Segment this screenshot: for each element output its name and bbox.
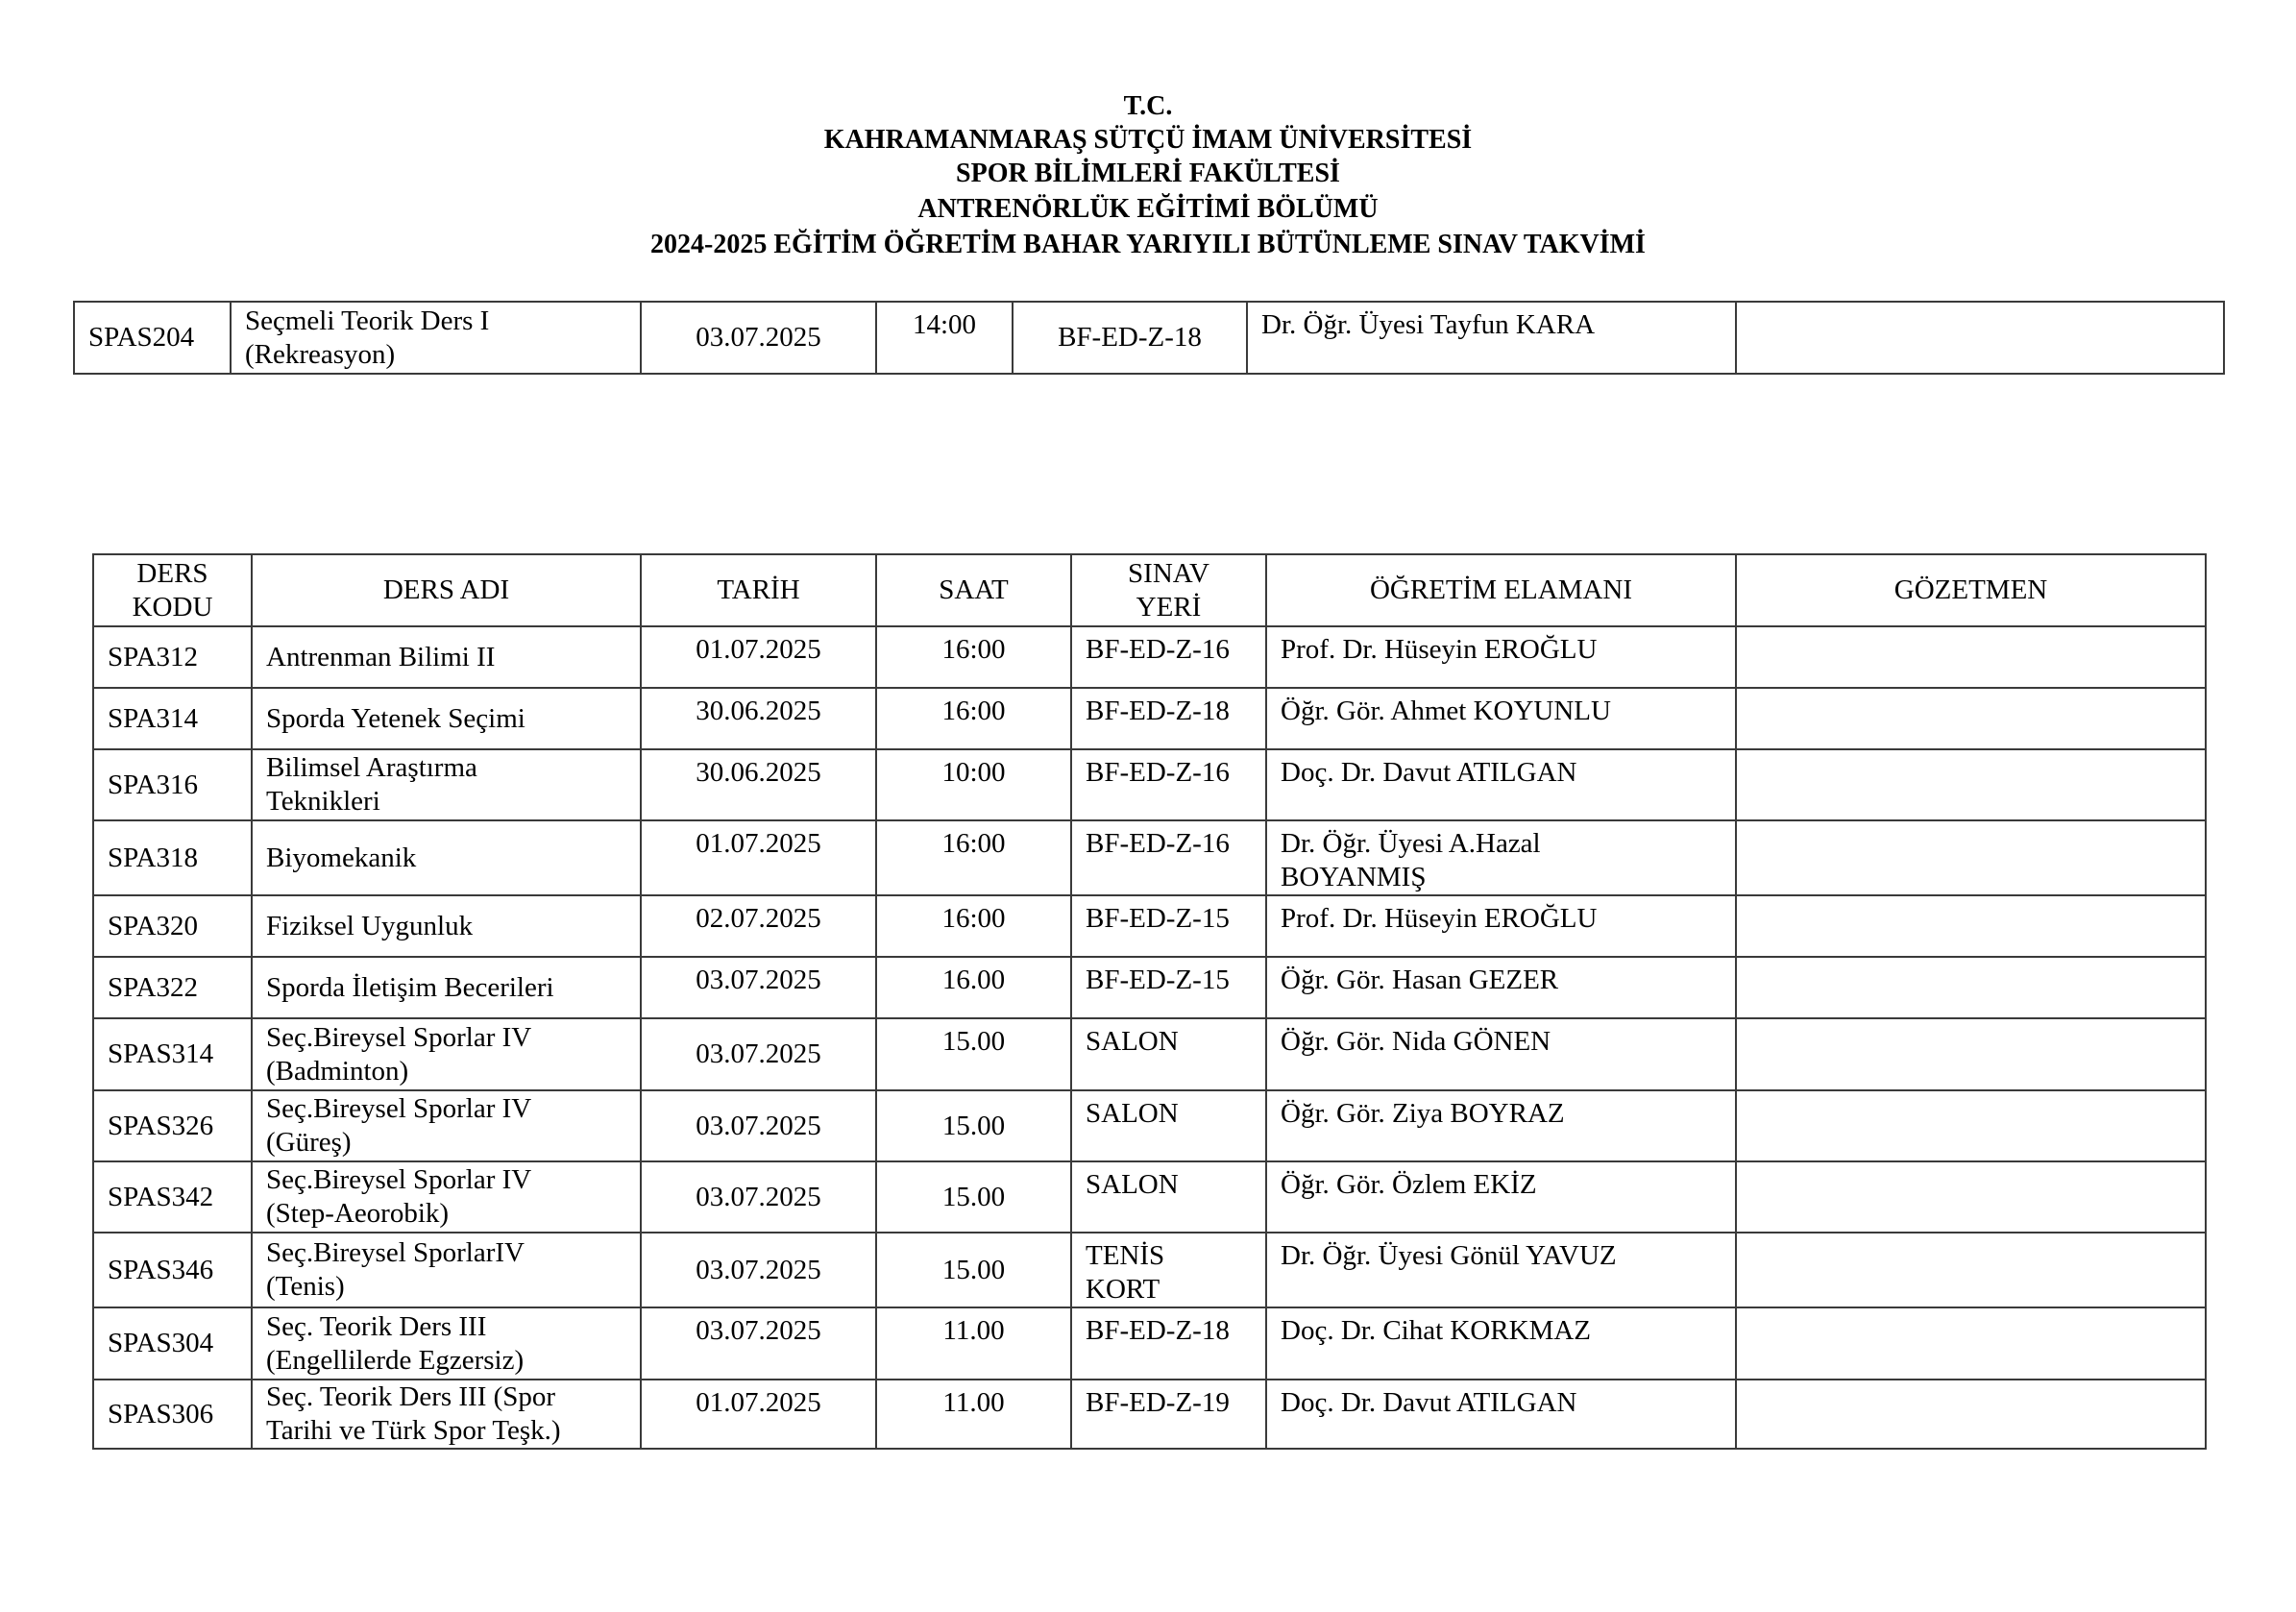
exam-room: SALON: [1071, 1161, 1266, 1233]
instructor: Dr. Öğr. Üyesi A.Hazal BOYANMIŞ: [1266, 820, 1736, 895]
course-name: Antrenman Bilimi II: [252, 626, 641, 688]
exam-room: BF-ED-Z-16: [1071, 820, 1266, 895]
table-row: [74, 302, 2224, 374]
exam-room: BF-ED-Z-19: [1071, 1380, 1266, 1449]
course-name: Seç.Bireysel Sporlar IV (Güreş): [252, 1090, 641, 1161]
course-name: Biyomekanik: [252, 820, 641, 895]
table-header-row: [93, 554, 2206, 626]
exam-time: 11.00: [876, 1380, 1071, 1449]
course-name: Seç.Bireysel Sporlar IV (Step-Aeorobik): [252, 1161, 641, 1233]
exam-time: 15.00: [876, 1018, 1071, 1090]
header-room: SINAV YERİ: [1071, 554, 1266, 626]
header-department: ANTRENÖRLÜK EĞİTİMİ BÖLÜMÜ: [917, 194, 1379, 224]
exam-date: 01.07.2025: [641, 1380, 876, 1449]
course-code: SPA314: [93, 688, 252, 749]
exam-time: 16:00: [876, 895, 1071, 957]
exam-date: 01.07.2025: [641, 820, 876, 895]
exam-time: 16:00: [876, 626, 1071, 688]
exam-room: SALON: [1071, 1018, 1266, 1090]
instructor: Prof. Dr. Hüseyin EROĞLU: [1266, 626, 1736, 688]
course-code: SPAS304: [93, 1307, 252, 1380]
exam-time: 10:00: [876, 749, 1071, 820]
instructor: Doç. Dr. Davut ATILGAN: [1266, 1380, 1736, 1449]
proctor: [1736, 1380, 2206, 1449]
instructor: Öğr. Gör. Nida GÖNEN: [1266, 1018, 1736, 1090]
header-exam-title: 2024-2025 EĞİTİM ÖĞRETİM BAHAR YARIYILI BÜTÜNLEME SINAV TAKVİMİ: [650, 230, 1646, 259]
exam-date: 03.07.2025: [641, 1233, 876, 1307]
exam-table-top: [73, 301, 2225, 375]
course-code: SPAS342: [93, 1161, 252, 1233]
instructor: Öğr. Gör. Hasan GEZER: [1266, 957, 1736, 1018]
exam-room: TENİS KORT: [1071, 1233, 1266, 1307]
exam-time: 16.00: [876, 957, 1071, 1018]
instructor: Öğr. Gör. Özlem EKİZ: [1266, 1161, 1736, 1233]
exam-room: BF-ED-Z-18: [1013, 302, 1247, 374]
course-code: SPAS314: [93, 1018, 252, 1090]
exam-date: 30.06.2025: [641, 688, 876, 749]
proctor: [1736, 1161, 2206, 1233]
exam-time: 16:00: [876, 820, 1071, 895]
exam-date: 30.06.2025: [641, 749, 876, 820]
proctor: [1736, 1018, 2206, 1090]
exam-date: 03.07.2025: [641, 302, 876, 374]
exam-date: 03.07.2025: [641, 1018, 876, 1090]
course-name: Sporda İletişim Becerileri: [252, 957, 641, 1018]
course-code: SPAS326: [93, 1090, 252, 1161]
instructor: Doç. Dr. Cihat KORKMAZ: [1266, 1307, 1736, 1380]
instructor: Doç. Dr. Davut ATILGAN: [1266, 749, 1736, 820]
table-row: [93, 1090, 2206, 1161]
header-tc: T.C.: [1123, 91, 1173, 121]
course-code: SPA320: [93, 895, 252, 957]
course-code: SPA318: [93, 820, 252, 895]
instructor: Prof. Dr. Hüseyin EROĞLU: [1266, 895, 1736, 957]
course-name: Bilimsel Araştırma Teknikleri: [252, 749, 641, 820]
header-faculty: SPOR BİLİMLERİ FAKÜLTESİ: [956, 159, 1340, 188]
table-row: [93, 1380, 2206, 1449]
proctor: [1736, 749, 2206, 820]
course-code: SPAS204: [74, 302, 231, 374]
proctor: [1736, 626, 2206, 688]
course-name: Seçmeli Teorik Ders I (Rekreasyon): [231, 302, 641, 374]
exam-room: BF-ED-Z-15: [1071, 957, 1266, 1018]
course-code: SPA312: [93, 626, 252, 688]
header-course-name: DERS ADI: [252, 554, 641, 626]
course-name: Fiziksel Uygunluk: [252, 895, 641, 957]
table-row: [93, 1233, 2206, 1307]
proctor: [1736, 957, 2206, 1018]
proctor: [1736, 302, 2224, 374]
table-row: [93, 895, 2206, 957]
exam-time: 15.00: [876, 1161, 1071, 1233]
proctor: [1736, 820, 2206, 895]
exam-room: BF-ED-Z-16: [1071, 749, 1266, 820]
exam-room: SALON: [1071, 1090, 1266, 1161]
table-row: [93, 957, 2206, 1018]
exam-date: 02.07.2025: [641, 895, 876, 957]
course-name: Seç.Bireysel SporlarIV (Tenis): [252, 1233, 641, 1307]
course-code: SPA316: [93, 749, 252, 820]
proctor: [1736, 1307, 2206, 1380]
course-code: SPAS306: [93, 1380, 252, 1449]
exam-time: 15.00: [876, 1090, 1071, 1161]
header-date: TARİH: [641, 554, 876, 626]
table-row: [93, 626, 2206, 688]
table-row: [93, 749, 2206, 820]
exam-date: 03.07.2025: [641, 1307, 876, 1380]
exam-date: 01.07.2025: [641, 626, 876, 688]
exam-room: BF-ED-Z-15: [1071, 895, 1266, 957]
exam-room: BF-ED-Z-18: [1071, 688, 1266, 749]
table-row: [93, 820, 2206, 895]
course-code: SPA322: [93, 957, 252, 1018]
course-name: Seç. Teorik Ders III (Engellilerde Egzersiz): [252, 1307, 641, 1380]
header-university: KAHRAMANMARAŞ SÜTÇÜ İMAM ÜNİVERSİTESİ: [823, 125, 1473, 155]
exam-date: 03.07.2025: [641, 1090, 876, 1161]
proctor: [1736, 1090, 2206, 1161]
course-name: Seç. Teorik Ders III (Spor Tarihi ve Türk Spor Teşk.): [252, 1380, 641, 1449]
course-name: Seç.Bireysel Sporlar IV (Badminton): [252, 1018, 641, 1090]
course-code: SPAS346: [93, 1233, 252, 1307]
table-row: [93, 1307, 2206, 1380]
instructor: Dr. Öğr. Üyesi Gönül YAVUZ: [1266, 1233, 1736, 1307]
exam-room: BF-ED-Z-16: [1071, 626, 1266, 688]
header-time: SAAT: [876, 554, 1071, 626]
exam-time: 15.00: [876, 1233, 1071, 1307]
table-row: [93, 1161, 2206, 1233]
exam-time: 16:00: [876, 688, 1071, 749]
exam-time: 14:00: [876, 302, 1013, 374]
proctor: [1736, 895, 2206, 957]
instructor: Öğr. Gör. Ahmet KOYUNLU: [1266, 688, 1736, 749]
proctor: [1736, 1233, 2206, 1307]
proctor: [1736, 688, 2206, 749]
exam-table-main: [92, 553, 2207, 1450]
header-course-code: DERS KODU: [93, 554, 252, 626]
course-name: Sporda Yetenek Seçimi: [252, 688, 641, 749]
exam-room: BF-ED-Z-18: [1071, 1307, 1266, 1380]
table-row: [93, 1018, 2206, 1090]
exam-time: 11.00: [876, 1307, 1071, 1380]
header-instructor: ÖĞRETİM ELAMANI: [1266, 554, 1736, 626]
table-row: [93, 688, 2206, 749]
instructor: Öğr. Gör. Ziya BOYRAZ: [1266, 1090, 1736, 1161]
exam-date: 03.07.2025: [641, 1161, 876, 1233]
instructor: Dr. Öğr. Üyesi Tayfun KARA: [1247, 302, 1736, 374]
header-proctor: GÖZETMEN: [1736, 554, 2206, 626]
exam-date: 03.07.2025: [641, 957, 876, 1018]
